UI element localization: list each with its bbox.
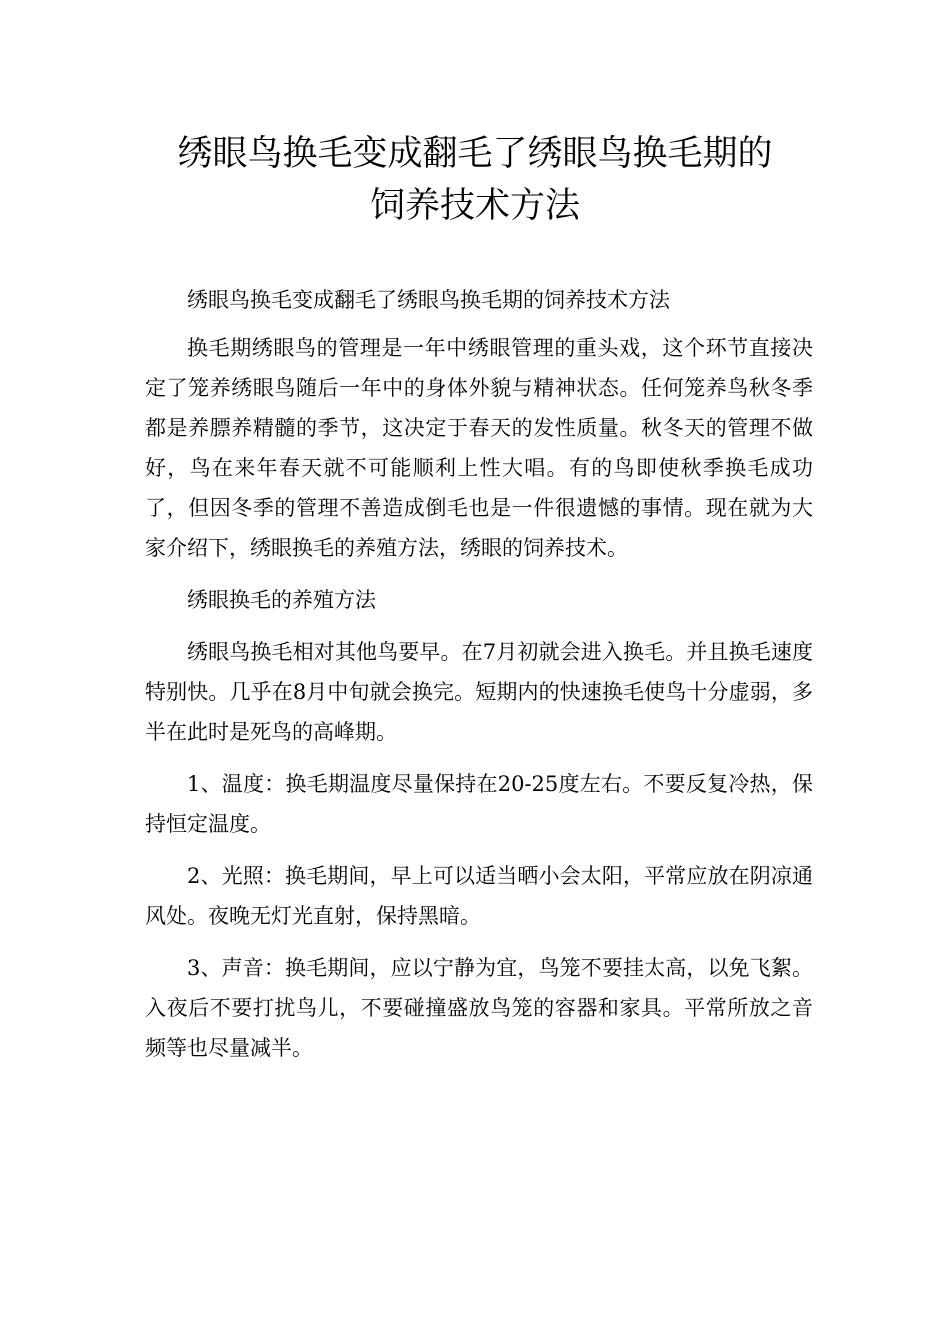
- lighting-paragraph: 2、光照：换毛期间，早上可以适当晒小会太阳，平常应放在阴凉通风处。夜晚无灯光直射，保持黑暗。: [145, 864, 813, 928]
- document-body: [145, 280, 813, 1080]
- page-title: [100, 128, 850, 232]
- temperature-paragraph: 1、温度：换毛期温度尽量保持在20-25度左右。不要反复冷热，保持恒定温度。: [145, 772, 813, 836]
- molting-paragraph: 绣眼鸟换毛相对其他鸟要早。在7月初就会进入换毛。并且换毛速度特别快。几乎在8月中旬就会换完。短期内的快速换毛使鸟十分虚弱，多半在此时是死鸟的高峰期。: [145, 640, 813, 744]
- intro-paragraph: 换毛期绣眼鸟的管理是一年中绣眼管理的重头戏，这个环节直接决定了笼养绣眼鸟随后一年中的身体外貌与精神状态。任何笼养鸟秋冬季都是养膘养精髓的季节，这决定于春天的发性质量。秋冬天的管理不做好，鸟在来年春天就不可能顺利上性大唱。有的鸟即使秋季换毛成功了，但因冬季的管理不善造成倒毛也是一件很遗憾的事情。现在就为大家介绍下，绣眼换毛的养殖方法，绣眼的饲养技术。: [145, 336, 813, 560]
- subtitle-paragraph: 绣眼鸟换毛变成翻毛了绣眼鸟换毛期的饲养技术方法: [187, 288, 670, 312]
- sound-paragraph: 3、声音：换毛期间，应以宁静为宜，鸟笼不要挂太高，以免飞絮。入夜后不要打扰鸟儿，不要碰撞盛放鸟笼的容器和家具。平常所放之音频等也尽量减半。: [145, 956, 813, 1060]
- title-line-2: 饲养技术方法: [369, 186, 580, 226]
- title-line-1: 绣眼鸟换毛变成翻毛了绣眼鸟换毛期的: [177, 134, 773, 174]
- section-heading: 绣眼换毛的养殖方法: [187, 588, 376, 612]
